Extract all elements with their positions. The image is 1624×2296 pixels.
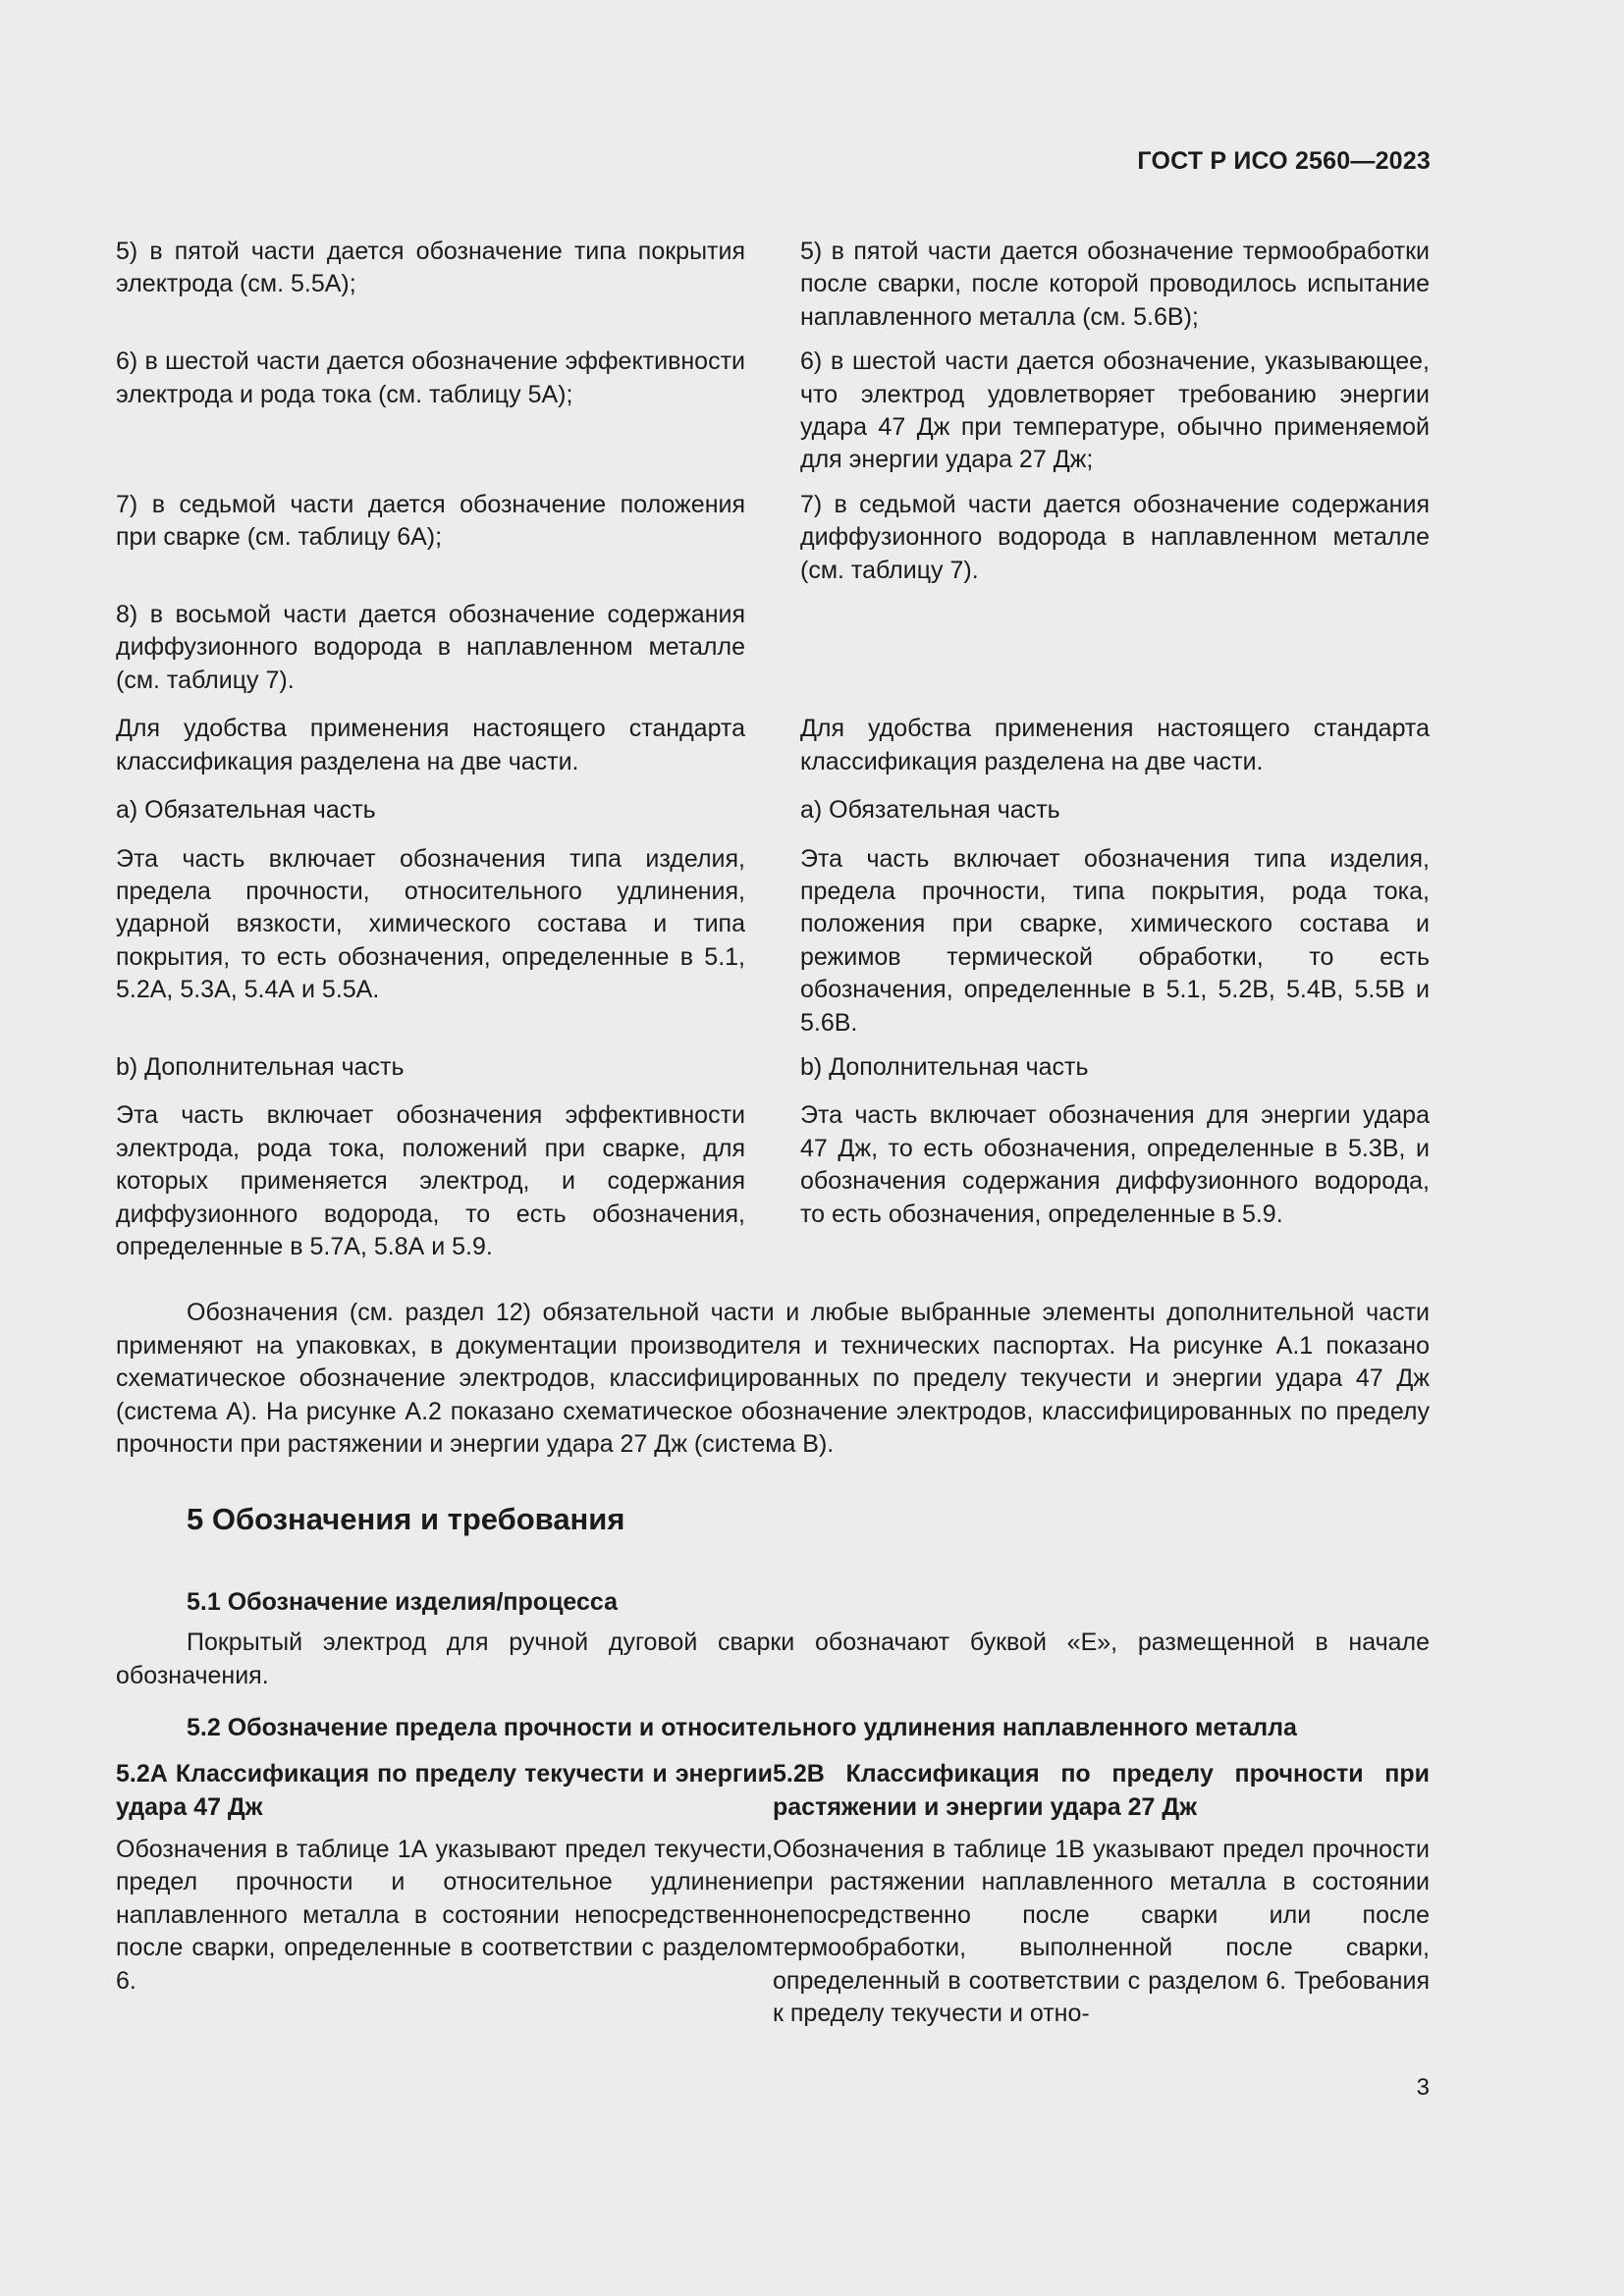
left-column-paragraph: Для удобства применения настоящего стандарта классификация разделена на две части.: [116, 715, 745, 775]
left-column-item-heading: b) Дополнительная часть: [116, 1052, 405, 1081]
right-column-paragraph: 6) в шестой части дается обозначение, указывающее, что электрод удовлетворяет требованию энергии удара 47 Дж при температуре, обычно применяемой для энергии удара 27 Дж;: [800, 347, 1430, 474]
section-5-1-text: Покрытый электрод для ручной дуговой сварки обозначают буквой «Е», размещенной в начале обозначения.: [116, 1629, 1430, 1689]
section-5-2b-column: [773, 1758, 1430, 2030]
page-content: [116, 236, 1430, 2030]
section-5-2a-text: Обозначения в таблице 1А указывают предел текучести, предел прочности и относительное удлинение наплавленного металла в состоянии непосредственно после сварки, определенные в соответствии с разделом 6.: [116, 1836, 773, 1995]
section-5-title: 5 Обозначения и требования: [187, 1502, 625, 1537]
left-column-paragraph: Эта часть включает обозначения эффективности электрода, рода тока, положений при сварке, для которых применяется электрод, и содержания диффузионного водорода, то есть обозначения, определенные в 5.7А, 5.8А и 5.9.: [116, 1101, 745, 1260]
left-column-paragraph: 5) в пятой части дается обозначение типа покрытия электрода (см. 5.5А);: [116, 238, 745, 298]
right-column-paragraph: Для удобства применения настоящего стандарта классификация разделена на две части.: [800, 715, 1430, 775]
left-column-item-heading: а) Обязательная часть: [116, 796, 376, 825]
two-column-row: [116, 599, 1430, 697]
two-column-row: [116, 794, 1430, 827]
right-column-paragraph: Эта часть включает обозначения типа изделия, предела прочности, типа покрытия, рода тока, положения при сварке, химического состава и режимов термической обработки, то есть обозначения, определенные в 5.1, 5.2В, 5.4В, 5.5В и 5.6В.: [800, 844, 1430, 1037]
left-column-paragraph: 6) в шестой части дается обозначение эффективности электрода и рода тока (см. таблицу 5А);: [116, 347, 745, 408]
document-id-header: ГОСТ Р ИСО 2560—2023: [1137, 147, 1431, 175]
section-5-2-title: 5.2 Обозначение предела прочности и относительного удлинения наплавленного металла: [187, 1714, 1297, 1742]
section-5-2b-title: 5.2В Классификация по пределу прочности при растяжении и энергии удара 27 Дж: [773, 1760, 1430, 1821]
left-column-paragraph: 8) в восьмой части дается обозначение содержания диффузионного водорода в наплавленном металле (см. таблицу 7).: [116, 601, 745, 694]
two-column-row: [116, 236, 1430, 334]
section-5-2a-column: [116, 1758, 773, 2030]
section-5-2b-text: Обозначения в таблице 1В указывают предел прочности при растяжении наплавленного металла в состоянии непосредственно после сварки или после термообработки, выполненной после сварки, определенный в соответствии с разделом 6. Требования к пределу текучести и отно-: [773, 1836, 1430, 2028]
right-column-paragraph: 5) в пятой части дается обозначение термообработки после сварки, после которой проводилось испытание наплавленного металла (см. 5.6В);: [800, 238, 1430, 331]
right-column-item-heading: а) Обязательная часть: [800, 796, 1060, 825]
two-column-row: [116, 713, 1430, 778]
right-column-paragraph: 7) в седьмой части дается обозначение содержания диффузионного водорода в наплавленном металле (см. таблицу 7).: [800, 490, 1430, 584]
section-5-2-columns: [116, 1758, 1430, 2030]
two-column-row: [116, 1099, 1430, 1263]
right-column-paragraph: [800, 599, 1430, 697]
section-5-2a-title: 5.2А Классификация по пределу текучести и энергии удара 47 Дж: [116, 1760, 773, 1821]
right-column-paragraph: Эта часть включает обозначения для энергии удара 47 Дж, то есть обозначения, определенные в 5.3В, и обозначения содержания диффузионного водорода, то есть обозначения, определенные в 5.9.: [800, 1101, 1430, 1228]
intro-paragraph: Обозначения (см. раздел 12) обязательной части и любые выбранные элементы дополнительной части применяют на упаковках, в документации производителя и технических паспортах. На рисунке А.1 показано схематическое обозначение электродов, классифицированных по пределу текучести и энергии удара 47 Дж (система А). На рисунке А.2 показано схематическое обозначение электродов, классифицированных по пределу прочности при растяжении и энергии удара 27 Дж (система В).: [116, 1299, 1430, 1458]
two-column-row: [116, 1051, 1430, 1084]
two-column-row: [116, 489, 1430, 587]
left-column-paragraph: Эта часть включает обозначения типа изделия, предела прочности, относительного удлинения, ударной вязкости, химического состава и типа покрытия, то есть обозначения, определенные в 5.1, 5.2А, 5.3А, 5.4А и 5.5А.: [116, 844, 745, 1004]
two-column-row: [116, 346, 1430, 477]
section-5-1-title: 5.1 Обозначение изделия/процесса: [187, 1588, 619, 1617]
two-column-row: [116, 843, 1430, 1040]
left-column-paragraph: 7) в седьмой части дается обозначение положения при сварке (см. таблицу 6А);: [116, 490, 745, 552]
right-column-item-heading: b) Дополнительная часть: [800, 1052, 1089, 1081]
page-number: 3: [1416, 2074, 1430, 2101]
